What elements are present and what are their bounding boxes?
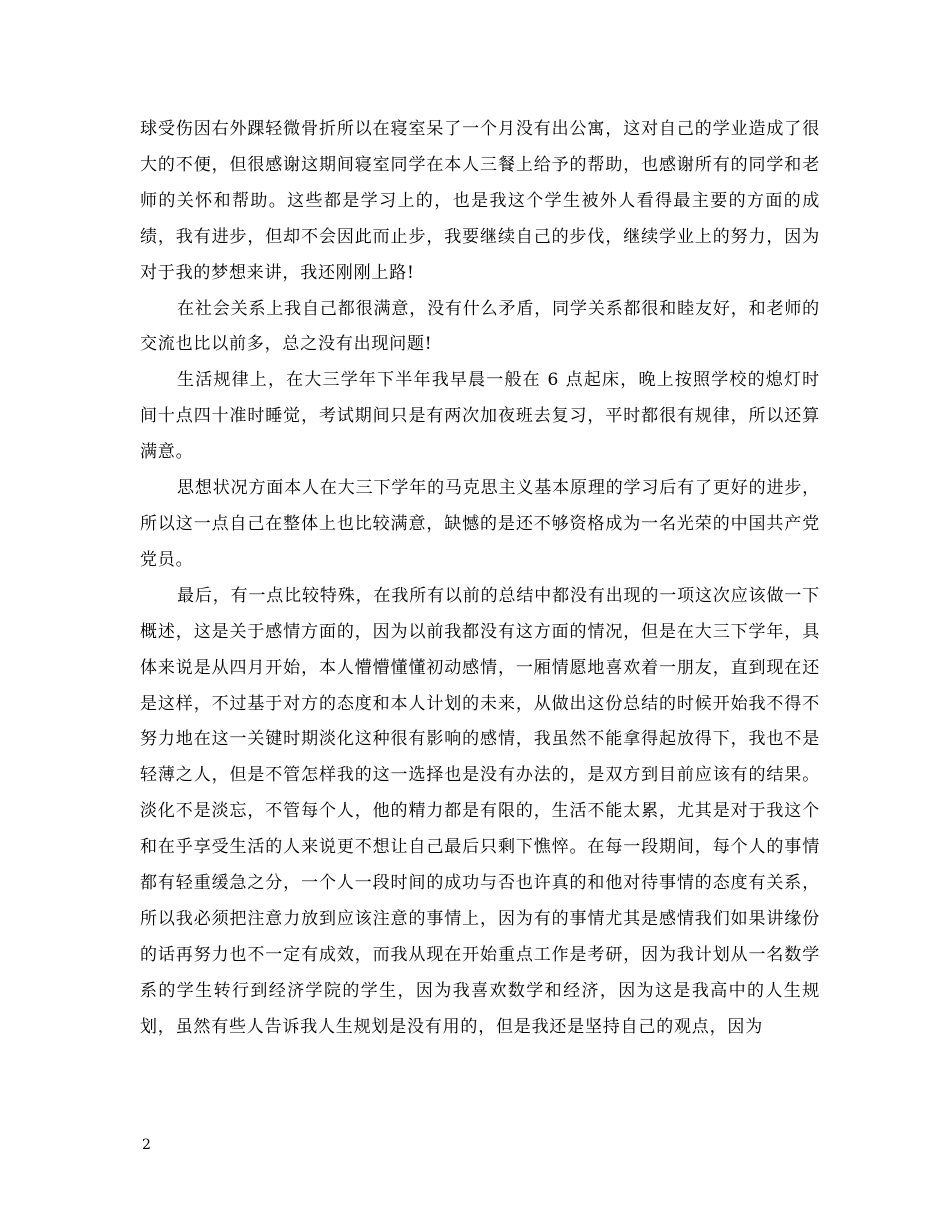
- page-number: 2: [142, 1137, 151, 1153]
- paragraph-daily-routine: 生活规律上，在大三学年下半年我早晨一般在 6 点起床，晚上按照学校的熄灯时间十点四十准时睡觉，考试期间只是有两次加夜班去复习，平时都很有规律，所以还算满意。: [140, 370, 820, 463]
- paragraph-social-relations: 在社会关系上我自己都很满意，没有什么矛盾，同学关系都很和睦友好，和老师的交流也比以前多，总之没有出现问题!: [140, 298, 820, 355]
- paragraph-feelings: 最后，有一点比较特殊，在我所有以前的总结中都没有出现的一项这次应该做一下概述，这是关于感情方面的，因为以前我都没有这方面的情况，但是在大三下学年，具体来说是从四月开始，本人懵懵懂懂初动感情，一厢情愿地喜欢着一朋友，直到现在还是这样，不过基于对方的态度和本人计划的未来，从做出这份总结的时候开始我不得不努力地在这一关键时期淡化这种很有影响的感情，我虽然不能拿得起放得下，我也不是轻薄之人，但是不管怎样我的这一选择也是没有办法的，是双方到目前应该有的结果。淡化不是淡忘，不管每个人，他的精力都是有限的，生活不能太累，尤其是对于我这个和在乎享受生活的人来说更不想让自己最后只剩下憔悴。在每一段期间，每个人的事情都有轻重缓急之分，一个人一段时间的成功与否也许真的和他对待事情的态度有关系，所以我必须把注意力放到应该注意的事情上，因为有的事情尤其是感情我们如果讲缘份的话再努力也不一定有成效，而我从现在开始重点工作是考研，因为我计划从一名数学系的学生转行到经济学院的学生，因为我喜欢数学和经济，因为这是我高中的人生规划，虽然有些人告诉我人生规划是没有用的，但是我还是坚持自己的观点，因为: [140, 585, 820, 1037]
- body-text: [140, 112, 820, 1046]
- paragraph-continued: 球受伤因右外踝轻微骨折所以在寝室呆了一个月没有出公寓，这对自己的学业造成了很大的不便，但很感谢这期间寝室同学在本人三餐上给予的帮助，也感谢所有的同学和老师的关怀和帮助。这些都是学习上的，也是我这个学生被外人看得最主要的方面的成绩，我有进步，但却不会因此而止步，我要继续自己的步伐，继续学业上的努力，因为对于我的梦想来讲，我还刚刚上路!: [140, 119, 820, 283]
- paragraph-ideology: 思想状况方面本人在大三下学年的马克思主义基本原理的学习后有了更好的进步，所以这一点自己在整体上也比较满意，缺憾的是还不够资格成为一名光荣的中国共产党党员。: [140, 478, 820, 570]
